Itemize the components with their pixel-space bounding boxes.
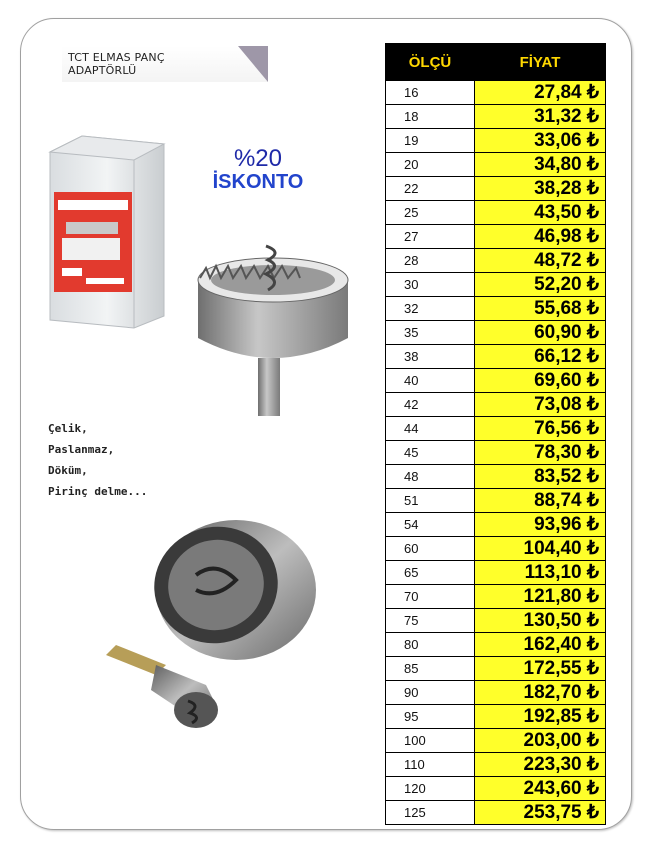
table-row xyxy=(386,753,606,777)
material-item: Pirinç delme... xyxy=(48,485,148,498)
size-cell: 48 xyxy=(386,465,475,489)
size-cell: 51 xyxy=(386,489,475,513)
product-title-line1: TCT ELMAS PANÇ xyxy=(68,51,165,64)
size-cell: 90 xyxy=(386,681,475,705)
price-cell: 48,72 ₺ xyxy=(475,249,606,273)
size-cell: 45 xyxy=(386,441,475,465)
table-row xyxy=(386,81,606,105)
size-cell: 40 xyxy=(386,369,475,393)
size-cell: 32 xyxy=(386,297,475,321)
table-row xyxy=(386,249,606,273)
material-item: Paslanmaz, xyxy=(48,443,115,456)
size-cell: 16 xyxy=(386,81,475,105)
table-row xyxy=(386,801,606,825)
size-cell: 70 xyxy=(386,585,475,609)
table-row xyxy=(386,489,606,513)
price-cell: 52,20 ₺ xyxy=(475,273,606,297)
table-row xyxy=(386,465,606,489)
size-cell: 44 xyxy=(386,417,475,441)
size-cell: 75 xyxy=(386,609,475,633)
price-cell: 69,60 ₺ xyxy=(475,369,606,393)
table-row xyxy=(386,633,606,657)
price-cell: 33,06 ₺ xyxy=(475,129,606,153)
price-cell: 34,80 ₺ xyxy=(475,153,606,177)
table-row xyxy=(386,585,606,609)
table-row xyxy=(386,225,606,249)
table-row xyxy=(386,513,606,537)
table-row xyxy=(386,129,606,153)
table-row xyxy=(386,561,606,585)
size-cell: 120 xyxy=(386,777,475,801)
price-cell: 162,40 ₺ xyxy=(475,633,606,657)
size-cell: 28 xyxy=(386,249,475,273)
price-cell: 192,85 ₺ xyxy=(475,705,606,729)
price-cell: 78,30 ₺ xyxy=(475,441,606,465)
table-row xyxy=(386,177,606,201)
size-cell: 85 xyxy=(386,657,475,681)
size-cell: 60 xyxy=(386,537,475,561)
title-banner-triangle xyxy=(238,46,268,82)
price-cell: 182,70 ₺ xyxy=(475,681,606,705)
table-row xyxy=(386,537,606,561)
discount-badge xyxy=(188,145,328,194)
size-cell: 65 xyxy=(386,561,475,585)
size-cell: 95 xyxy=(386,705,475,729)
price-cell: 121,80 ₺ xyxy=(475,585,606,609)
material-item: Döküm, xyxy=(48,464,88,477)
product-title-banner xyxy=(62,46,268,82)
size-cell: 35 xyxy=(386,321,475,345)
table-row xyxy=(386,729,606,753)
price-cell: 104,40 ₺ xyxy=(475,537,606,561)
price-cell: 203,00 ₺ xyxy=(475,729,606,753)
size-cell: 25 xyxy=(386,201,475,225)
price-cell: 130,50 ₺ xyxy=(475,609,606,633)
table-row xyxy=(386,777,606,801)
discount-percent: %20 xyxy=(233,145,283,172)
size-cell: 20 xyxy=(386,153,475,177)
table-row xyxy=(386,393,606,417)
table-row xyxy=(386,297,606,321)
materials-list xyxy=(48,418,147,502)
price-cell: 60,90 ₺ xyxy=(475,321,606,345)
table-row xyxy=(386,105,606,129)
hole-saw-image-bottom xyxy=(96,505,326,745)
price-cell: 31,32 ₺ xyxy=(475,105,606,129)
table-row xyxy=(386,657,606,681)
size-cell: 125 xyxy=(386,801,475,825)
price-cell: 46,98 ₺ xyxy=(475,225,606,249)
table-row xyxy=(386,681,606,705)
price-cell: 66,12 ₺ xyxy=(475,345,606,369)
header-price: FİYAT xyxy=(475,44,606,81)
price-cell: 253,75 ₺ xyxy=(475,801,606,825)
price-cell: 27,84 ₺ xyxy=(475,81,606,105)
price-cell: 172,55 ₺ xyxy=(475,657,606,681)
price-cell: 55,68 ₺ xyxy=(475,297,606,321)
size-cell: 27 xyxy=(386,225,475,249)
price-table xyxy=(385,43,606,825)
price-cell: 38,28 ₺ xyxy=(475,177,606,201)
table-row xyxy=(386,417,606,441)
material-item: Çelik, xyxy=(48,422,88,435)
table-row xyxy=(386,609,606,633)
size-cell: 80 xyxy=(386,633,475,657)
product-title-line2: ADAPTÖRLÜ xyxy=(68,64,137,77)
size-cell: 19 xyxy=(386,129,475,153)
size-cell: 110 xyxy=(386,753,475,777)
table-row xyxy=(386,345,606,369)
price-cell: 243,60 ₺ xyxy=(475,777,606,801)
price-cell: 76,56 ₺ xyxy=(475,417,606,441)
price-cell: 83,52 ₺ xyxy=(475,465,606,489)
table-row xyxy=(386,321,606,345)
price-cell: 43,50 ₺ xyxy=(475,201,606,225)
header-size: ÖLÇÜ xyxy=(386,44,475,81)
size-cell: 38 xyxy=(386,345,475,369)
price-table-header xyxy=(386,44,606,81)
size-cell: 54 xyxy=(386,513,475,537)
price-table-body xyxy=(386,81,606,825)
table-row xyxy=(386,441,606,465)
price-cell: 88,74 ₺ xyxy=(475,489,606,513)
price-cell: 93,96 ₺ xyxy=(475,513,606,537)
table-row xyxy=(386,705,606,729)
price-cell: 113,10 ₺ xyxy=(475,561,606,585)
size-cell: 100 xyxy=(386,729,475,753)
discount-label: İSKONTO xyxy=(212,171,304,193)
product-box-image xyxy=(42,130,172,330)
price-cell: 73,08 ₺ xyxy=(475,393,606,417)
price-cell: 223,30 ₺ xyxy=(475,753,606,777)
table-row xyxy=(386,369,606,393)
table-row xyxy=(386,273,606,297)
size-cell: 18 xyxy=(386,105,475,129)
size-cell: 30 xyxy=(386,273,475,297)
size-cell: 42 xyxy=(386,393,475,417)
hole-saw-image-top xyxy=(188,238,358,418)
size-cell: 22 xyxy=(386,177,475,201)
table-row xyxy=(386,153,606,177)
table-row xyxy=(386,201,606,225)
